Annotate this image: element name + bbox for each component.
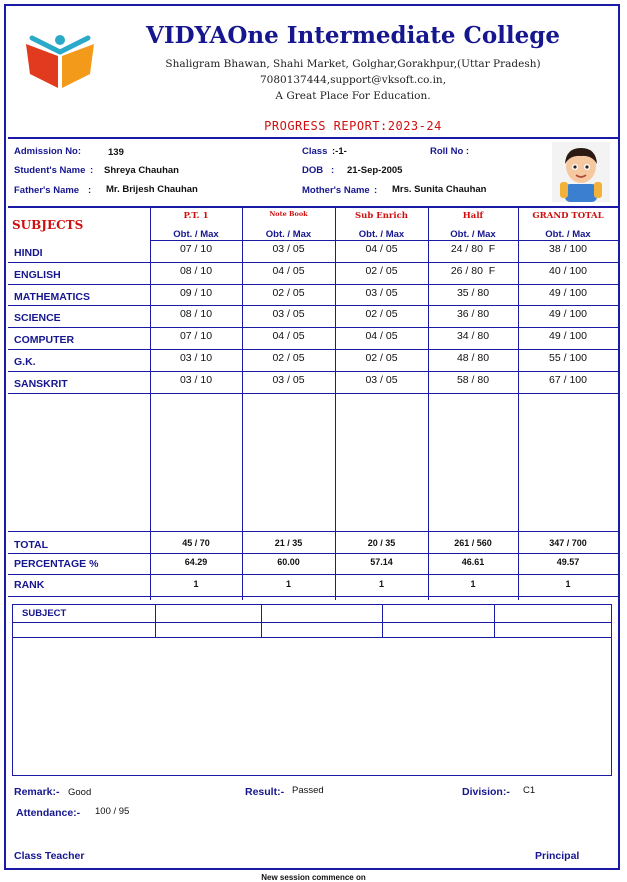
table-line xyxy=(8,596,618,597)
divider xyxy=(8,206,618,208)
mark-cell: 55 / 100 xyxy=(549,352,587,364)
summary-value: 64.29 xyxy=(184,557,208,567)
student-name-label: Student's Name xyxy=(14,165,86,176)
mark-cell: 04 / 05 xyxy=(365,330,398,343)
class-teacher-signature: Class Teacher xyxy=(14,850,85,862)
school-tagline: A Great Place For Education. xyxy=(275,90,431,102)
colon: : xyxy=(331,165,335,176)
mark-cell: 26 / 80 F xyxy=(450,264,496,277)
exam-header: GRAND TOTAL xyxy=(532,211,604,221)
mark-cell: 04 / 05 xyxy=(272,264,305,277)
subject-name: HINDI xyxy=(14,247,43,259)
mark-cell: 08 / 10 xyxy=(179,308,213,321)
mark-cell: 02 / 05 xyxy=(272,286,305,299)
obt-max-header: Obt. / Max xyxy=(173,229,219,240)
mark-cell: 03 / 05 xyxy=(272,373,305,386)
mark-cell: 03 / 10 xyxy=(179,352,213,364)
father-name-label: Father's Name xyxy=(14,185,80,196)
subject-name: SANSKRIT xyxy=(14,377,68,390)
table-line xyxy=(150,240,618,241)
mark-cell: 03 / 05 xyxy=(272,243,305,255)
mark-cell: 49 / 100 xyxy=(549,330,587,343)
table-line xyxy=(8,327,618,328)
summary-value: 1 xyxy=(565,579,571,589)
class-value: :-1- xyxy=(332,146,347,157)
mark-cell: 07 / 10 xyxy=(179,243,213,255)
father-name: Mr. Brijesh Chauhan xyxy=(106,184,198,195)
roll-label: Roll No : xyxy=(430,146,470,157)
coscholastic-subject-header: SUBJECT xyxy=(22,608,67,619)
summary-label: TOTAL xyxy=(14,539,49,551)
mark-cell: 02 / 05 xyxy=(365,264,398,277)
remark-label: Remark:- xyxy=(14,786,60,798)
attendance-value: 100 / 95 xyxy=(95,806,130,817)
exam-header: Sub Enrich xyxy=(355,211,408,221)
summary-value: 21 / 35 xyxy=(274,538,303,548)
mark-cell: 03 / 10 xyxy=(179,373,213,386)
remark-value: Good xyxy=(68,787,92,798)
table-line xyxy=(8,371,618,372)
principal-signature: Principal xyxy=(535,850,580,862)
mark-cell: 49 / 100 xyxy=(549,308,587,321)
table-line xyxy=(8,284,618,285)
exam-header: Half xyxy=(462,211,484,221)
subject-name: SCIENCE xyxy=(14,312,61,325)
result-value: Passed xyxy=(292,785,324,796)
table-line xyxy=(12,622,612,623)
summary-value: 60.00 xyxy=(277,557,300,567)
table-line xyxy=(8,393,618,394)
table-line xyxy=(8,262,618,263)
colon: : xyxy=(90,165,94,176)
table-line xyxy=(155,604,156,637)
mark-cell: 03 / 05 xyxy=(272,308,305,321)
mark-cell: 09 / 10 xyxy=(179,286,213,299)
mark-cell: 38 / 100 xyxy=(549,243,587,255)
subject-name: COMPUTER xyxy=(14,334,75,347)
mark-cell: 02 / 05 xyxy=(365,352,398,364)
attendance-label: Attendance:- xyxy=(16,807,81,819)
mark-cell: 02 / 05 xyxy=(272,352,305,364)
summary-value: 46.61 xyxy=(461,557,485,567)
obt-max-header: Obt. / Max xyxy=(450,229,496,240)
student-name: Shreya Chauhan xyxy=(104,165,179,176)
mark-cell: 40 / 100 xyxy=(549,264,587,277)
table-line xyxy=(261,604,262,637)
mark-cell: 34 / 80 xyxy=(456,330,490,343)
summary-value: 1 xyxy=(378,579,384,589)
class-label: Class xyxy=(302,146,328,157)
mark-cell: 07 / 10 xyxy=(179,330,213,343)
result-label: Result:- xyxy=(245,786,285,798)
colon: : xyxy=(374,185,378,196)
summary-value: 1 xyxy=(470,579,476,589)
summary-label: RANK xyxy=(14,579,45,591)
summary-value: 1 xyxy=(285,579,291,589)
dob-label: DOB xyxy=(302,165,324,176)
obt-max-header: Obt. / Max xyxy=(265,229,312,240)
exam-header: Note Book xyxy=(269,210,308,218)
obt-max-header: Obt. / Max xyxy=(358,229,405,240)
summary-value: 261 / 560 xyxy=(454,538,492,548)
table-line xyxy=(12,637,612,638)
school-contact: 7080137444,support@vksoft.co.in, xyxy=(259,74,447,86)
mark-cell: 03 / 05 xyxy=(365,373,398,386)
report-title: PROGRESS REPORT:2023-24 xyxy=(264,119,442,133)
dob-value: 21-Sep-2005 xyxy=(347,165,403,176)
admission-no: 139 xyxy=(108,147,124,158)
mark-cell: 04 / 05 xyxy=(365,243,398,255)
division-label: Division:- xyxy=(462,786,510,798)
division-value: C1 xyxy=(523,785,536,796)
mark-cell: 08 / 10 xyxy=(179,264,213,277)
coscholastic-table xyxy=(12,604,612,776)
mark-cell: 58 / 80 xyxy=(456,373,490,386)
subject-name: MATHEMATICS xyxy=(14,290,91,303)
mark-cell: 03 / 05 xyxy=(365,286,398,299)
table-line xyxy=(8,531,618,532)
summary-value: 57.14 xyxy=(370,557,393,567)
session-note: New session commence on xyxy=(261,873,366,882)
mother-name: Mrs. Sunita Chauhan xyxy=(392,184,487,195)
table-line xyxy=(8,305,618,306)
subjects-header: SUBJECTS xyxy=(12,218,84,232)
school-address: Shaligram Bhawan, Shahi Market, Golghar,Gorakhpur,(Uttar Pradesh) xyxy=(165,58,541,70)
table-line xyxy=(8,349,618,350)
admission-label: Admission No: xyxy=(14,146,82,157)
divider xyxy=(8,137,618,139)
summary-value: 45 / 70 xyxy=(182,538,210,548)
obt-max-header: Obt. / Max xyxy=(545,229,591,240)
table-line xyxy=(494,604,495,637)
table-line xyxy=(8,553,618,554)
summary-value: 49.57 xyxy=(556,557,580,567)
table-line xyxy=(382,604,383,637)
mark-cell: 35 / 80 xyxy=(456,286,490,299)
mark-cell: 36 / 80 xyxy=(456,308,490,321)
mark-cell: 48 / 80 xyxy=(456,352,490,364)
summary-value: 347 / 700 xyxy=(549,538,587,548)
colon: : xyxy=(88,185,92,196)
exam-header: P.T. 1 xyxy=(183,211,209,221)
table-line xyxy=(8,574,618,575)
subject-name: ENGLISH xyxy=(14,268,61,281)
school-name: VIDYAOne Intermediate College xyxy=(145,22,561,49)
mother-name-label: Mother's Name xyxy=(302,185,370,196)
summary-value: 1 xyxy=(193,579,199,589)
summary-label: PERCENTAGE % xyxy=(14,558,99,570)
summary-value: 20 / 35 xyxy=(367,538,396,548)
mark-cell: 24 / 80 F xyxy=(450,243,496,255)
mark-cell: 67 / 100 xyxy=(549,373,587,386)
subject-name: G.K. xyxy=(14,356,36,368)
mark-cell: 49 / 100 xyxy=(549,286,587,299)
student-photo xyxy=(552,142,610,202)
mark-cell: 04 / 05 xyxy=(272,330,305,343)
mark-cell: 02 / 05 xyxy=(365,308,398,321)
school-logo xyxy=(22,30,98,90)
